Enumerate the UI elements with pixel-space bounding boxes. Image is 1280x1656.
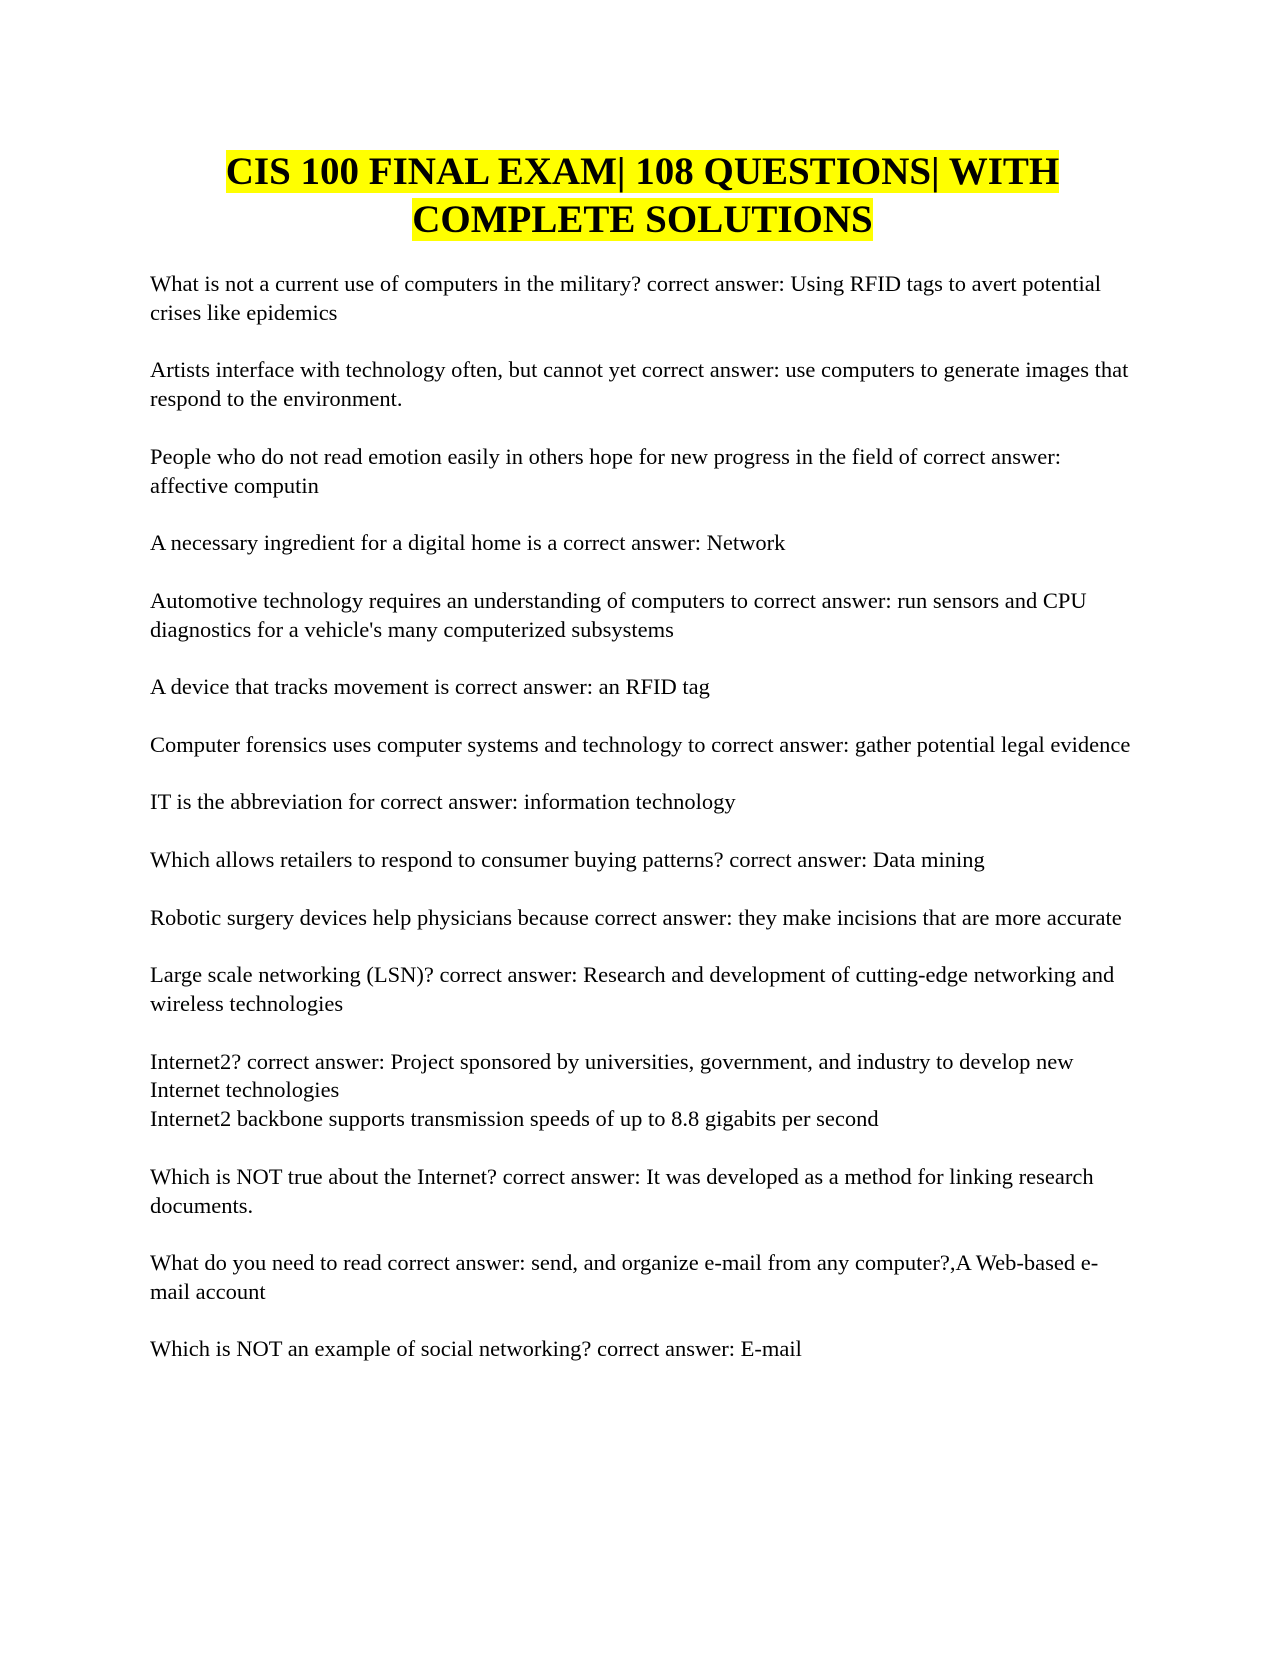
qa-entry: [150, 961, 1135, 1019]
qa-text: A necessary ingredient for a digital home is a correct answer: Network: [150, 530, 786, 556]
qa-text: Which is NOT true about the Internet? correct answer: It was developed as a method for linking research documents.: [150, 1163, 1094, 1218]
qa-text: Which is NOT an example of social networking? correct answer: E-mail: [150, 1336, 802, 1362]
qa-entry: [150, 788, 1135, 817]
qa-entry: [150, 904, 1135, 933]
document-title: [150, 148, 1135, 244]
qa-text: A device that tracks movement is correct answer: an RFID tag: [150, 674, 710, 700]
qa-entry: [150, 270, 1135, 328]
qa-text: IT is the abbreviation for correct answer: information technology: [150, 789, 736, 815]
qa-text: Which allows retailers to respond to consumer buying patterns? correct answer: Data mining: [150, 846, 985, 872]
qa-text: Large scale networking (LSN)? correct answer: Research and development of cutting-edge networking and wireless technologies: [150, 962, 1115, 1016]
qa-text: Artists interface with technology often, but cannot yet correct answer: use computers to generate images that respond to the environment.: [150, 357, 1129, 412]
qa-text: People who do not read emotion easily in others hope for new progress in the field of correct answer: affective computin: [150, 443, 1061, 498]
qa-text: Internet2? correct answer: Project sponsored by universities, government, and industry to develop new Internet technologies: [150, 1048, 1074, 1103]
qa-extra-text: Internet2 backbone supports transmission speeds of up to 8.8 gigabits per second: [150, 1106, 879, 1132]
qa-entry: [150, 1048, 1135, 1134]
document-page: [150, 148, 1135, 1393]
qa-text: Robotic surgery devices help physicians because correct answer: they make incisions that are more accurate: [150, 904, 1122, 930]
title-line-1: CIS 100 FINAL EXAM| 108 QUESTIONS| WITH: [225, 150, 1060, 193]
qa-text: What do you need to read correct answer: send, and organize e-mail from any computer?,A Web-based e-mail account: [150, 1250, 1099, 1304]
qa-entry: [150, 1163, 1135, 1221]
qa-text: Automotive technology requires an understanding of computers to correct answer: run sensors and CPU diagnostics for a vehicle's many computerized subsystems: [150, 587, 1087, 642]
qa-text: Computer forensics uses computer systems and technology to correct answer: gather potential legal evidence: [150, 731, 1131, 757]
qa-entry: [150, 1249, 1135, 1307]
qa-entry: [150, 1335, 1135, 1364]
qa-entry: [150, 356, 1135, 414]
title-line-2: COMPLETE SOLUTIONS: [412, 198, 873, 241]
qa-entry: [150, 673, 1135, 702]
qa-entry: [150, 587, 1135, 645]
qa-entry: [150, 529, 1135, 558]
qa-entry: [150, 443, 1135, 501]
qa-entry: [150, 846, 1135, 875]
qa-entry: [150, 731, 1135, 760]
qa-text: What is not a current use of computers in the military? correct answer: Using RFID tags to avert potential crises like epidemics: [150, 271, 1101, 325]
